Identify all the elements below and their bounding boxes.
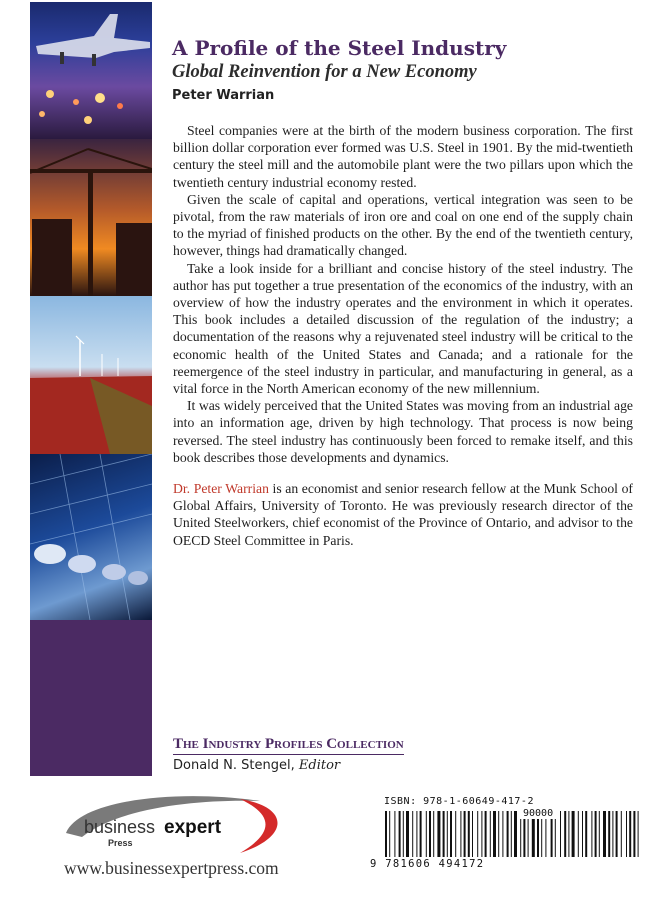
publisher-logo [60, 793, 300, 862]
isbn-label: ISBN: 978-1-60649-417-2 [384, 796, 534, 807]
bio-text: is an economist and senior research fellow at the Munk School of Global Affairs, University of Toronto. He was previously research director of the United Steelworkers, chief economist of the Province of Ontario, and advisor to the OECD Steel Committee in Paris. [173, 481, 633, 548]
description-text [173, 122, 633, 549]
isbn-barcode [383, 811, 645, 859]
logo-word-business: business [84, 817, 156, 837]
author-name: Peter Warrian [172, 88, 275, 103]
book-title: A Profile of the Steel Industry [172, 36, 507, 60]
paragraph: Take a look inside for a brilliant and concise history of the steel industry. The author has put together a true presentation of the economics of the industry, with an overview of how the industry operates and the environment in which it operates. This book includes a detailed discussion of the regulation of the industry; a documentation of the reasons why a rejuvenated steel industry will be critical to the economic health of the United States and Canada; and a rationale for the reemergence of the steel industry in particular, and manufacturing in general, as a vital force in the North American economy of the new millennium. [173, 260, 633, 397]
ean-digits: 9 781606 494172 [370, 858, 485, 870]
editor-name: Donald N. Stengel, [173, 758, 295, 773]
publisher-url: www.businessexpertpress.com [64, 858, 279, 878]
logo-press: Press [108, 838, 133, 848]
book-subtitle: Global Reinvention for a New Economy [172, 62, 477, 82]
author-bio [173, 480, 633, 549]
bio-author-name: Dr. Peter Warrian [173, 481, 269, 497]
paragraph: Steel companies were at the birth of the modern business corporation. The first billion dollar corporation ever formed was U.S. Steel in 1901. By the mid-twentieth century the steel mill and the automobile plant were the two pillars upon which the twentieth century industrial economy rested. [173, 123, 633, 190]
collection-name: The Industry Profiles Collection [173, 736, 404, 755]
editor-line [173, 758, 340, 773]
editor-role: Editor [298, 758, 341, 773]
airplane-photo [30, 2, 152, 139]
paragraph: It was widely perceived that the United States was moving from an industrial age into an information age, driven by high technology. That process is now being reversed. The steel industry has continuously been forced to remake itself, and this book describes those developments and dynamics. [173, 398, 633, 465]
paragraph: Given the scale of capital and operations, vertical integration was seen to be pivotal, from the raw materials of iron ore and coal on one end of the supply chain to the myriad of finished products on the other. By the end of the twentieth century, however, things had dramatically changed. [173, 191, 633, 259]
price-code: 90000 [520, 808, 556, 819]
logo-word-expert: expert [164, 817, 222, 838]
construction-crane-sunset-photo [30, 139, 152, 296]
purple-panel [30, 620, 152, 776]
tulip-field-wind-turbines-photo [30, 296, 152, 454]
satellite-dish-photo [30, 454, 152, 620]
